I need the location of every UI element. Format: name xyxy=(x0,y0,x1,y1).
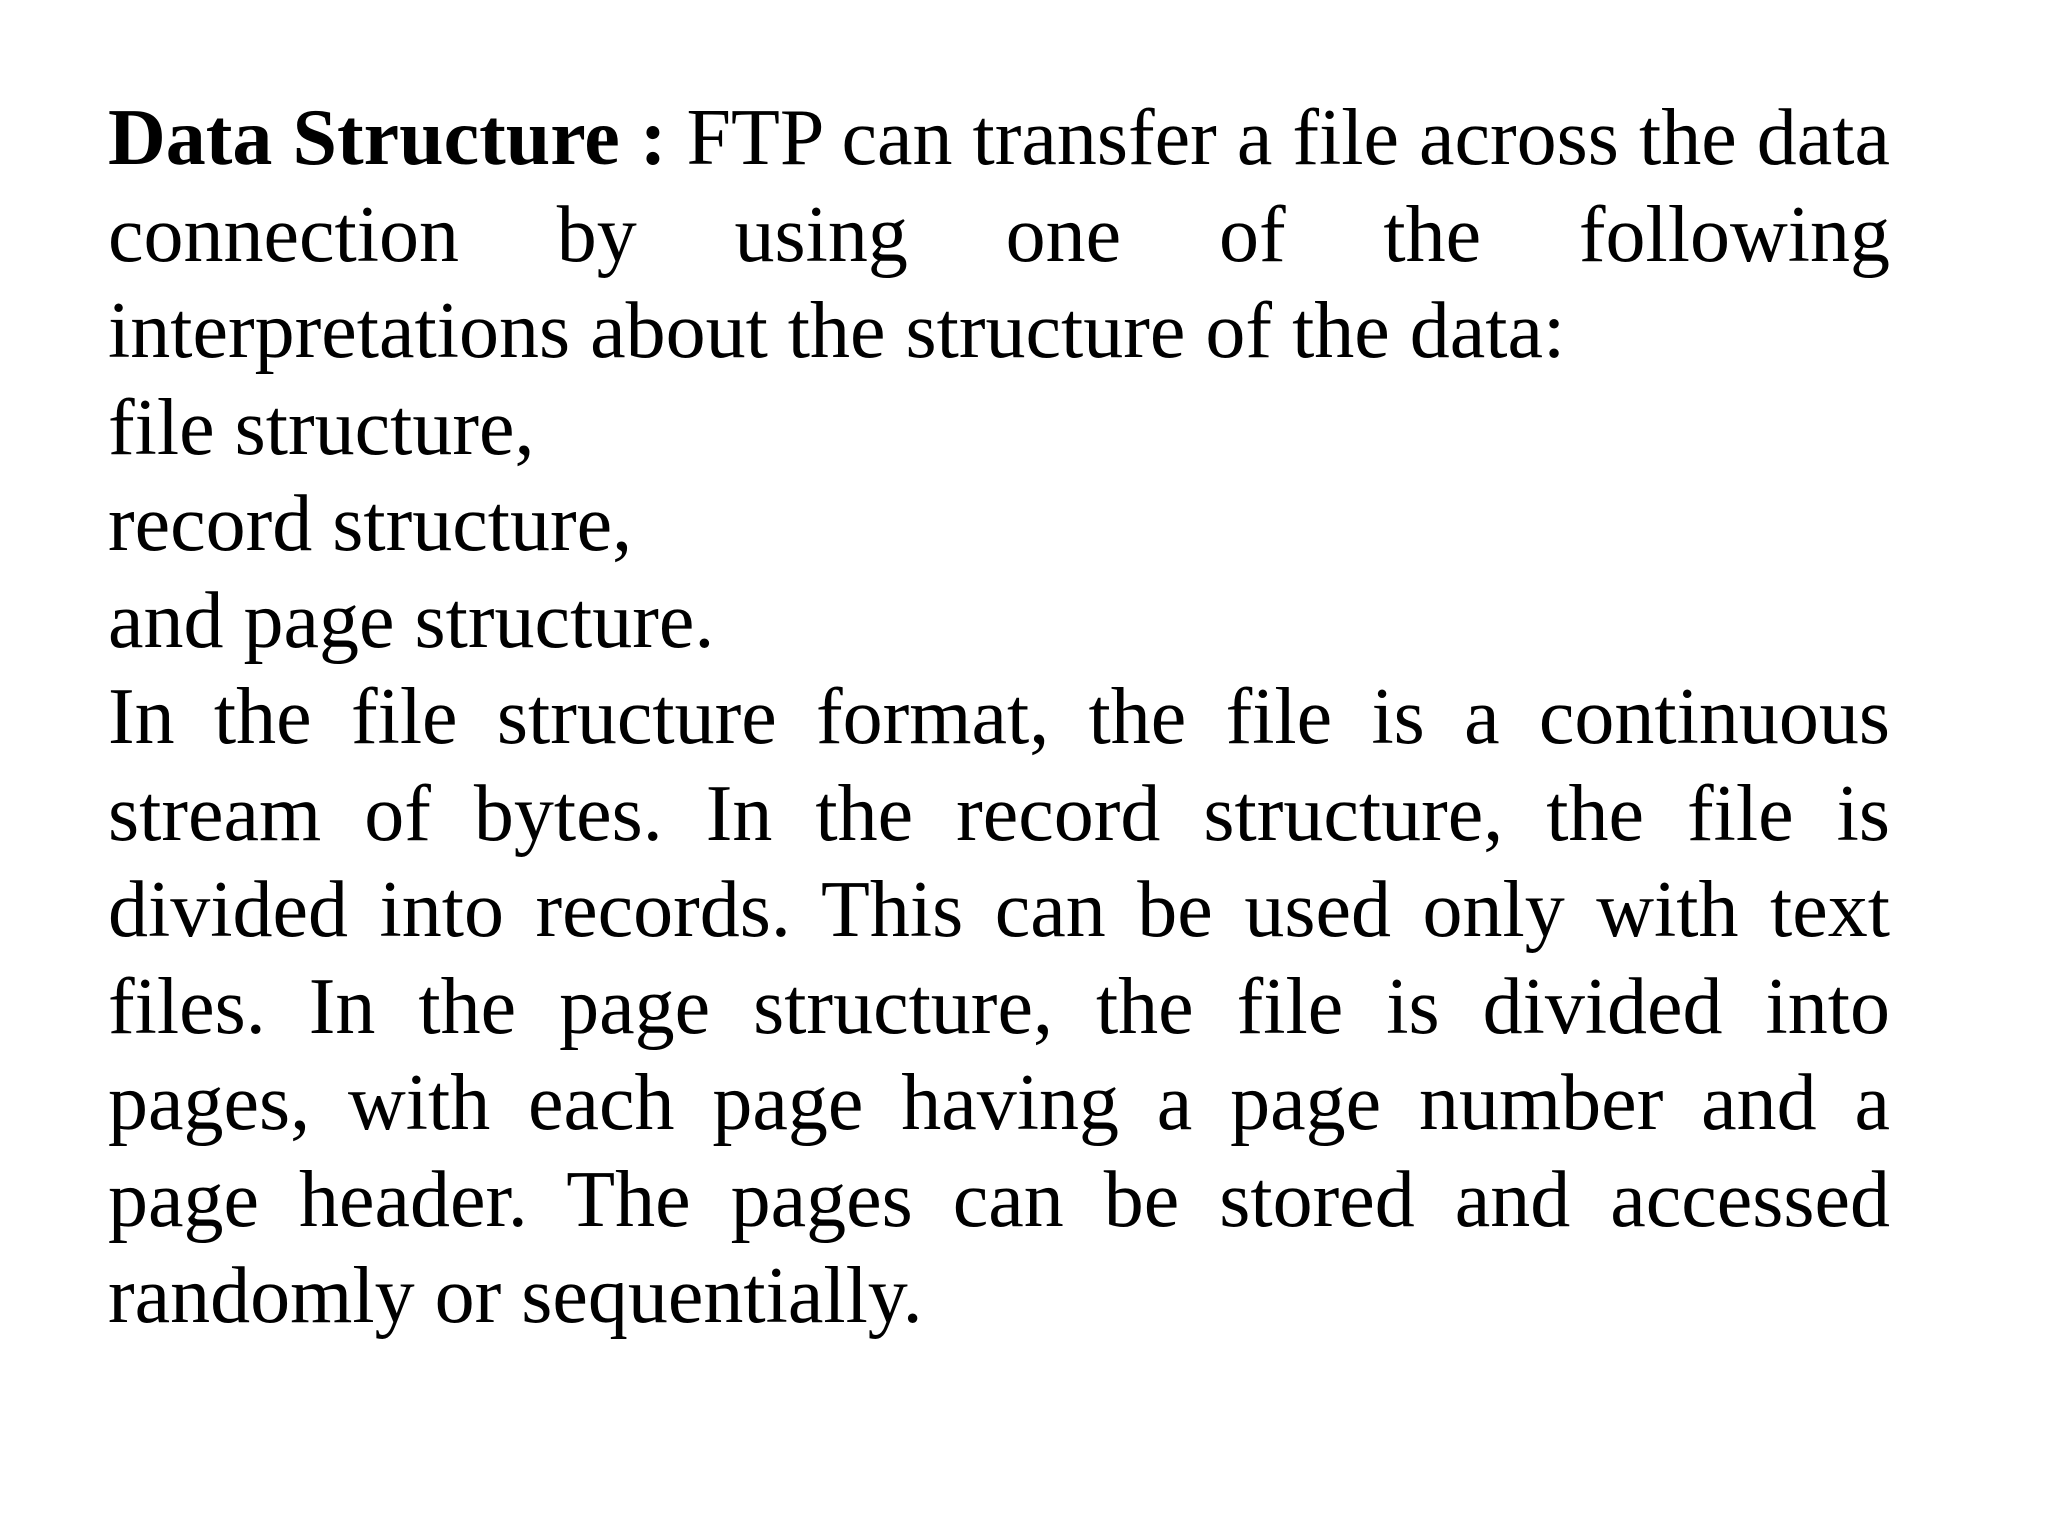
body-paragraph: In the file structure format, the file is a continuous stream of bytes. In the record structure, the file is divided into records. This can be used only with text files. In the page structure, the file is divided into pages, with each page having a page number and a page header. The pages can be stored and accessed randomly or sequentially. xyxy=(108,673,1890,1340)
intro-text: FTP can transfer a file across the data connection by using one of the following interpretations about the structure of the data: xyxy=(108,94,1890,375)
section-heading: Data Structure xyxy=(108,94,620,182)
structure-item-file: file structure, xyxy=(108,383,535,472)
structure-item-page: and page structure. xyxy=(108,576,715,665)
structure-item-record: record structure, xyxy=(108,480,633,568)
slide-content xyxy=(108,90,1890,1345)
heading-separator: : xyxy=(619,94,687,182)
intro-paragraph xyxy=(108,90,1890,380)
